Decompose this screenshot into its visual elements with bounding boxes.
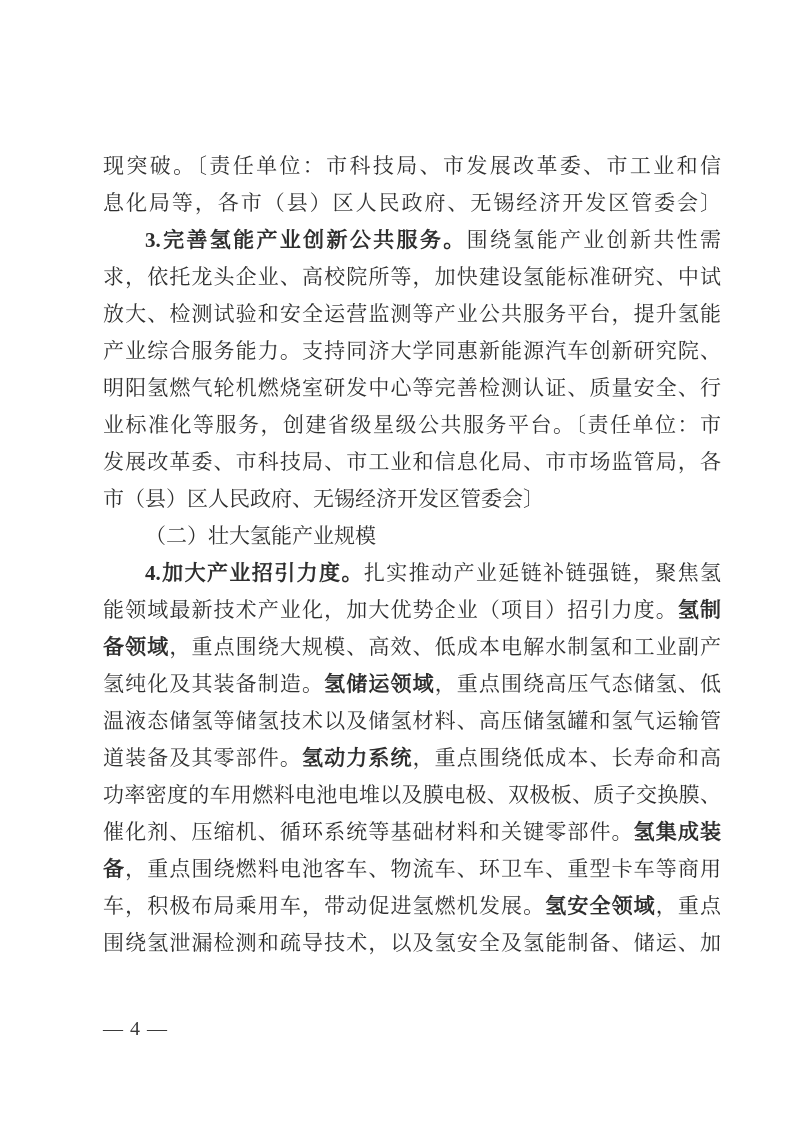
responsibility-unit-text: 发展改革委、市科技局、市工业和信息化局、市市场监管局，各 [103, 450, 721, 474]
bold-key-phrase: 备领域 [103, 635, 170, 659]
body-text: ，重点围绕低成本、长寿命和高 [412, 746, 721, 770]
responsibility-unit-text: 〔责任单位：市 [575, 413, 721, 437]
body-text: 能领域最新技术产业化，加大优势企业（项目）招引力度。 [103, 598, 678, 622]
text-line [103, 777, 721, 814]
text-line [103, 407, 721, 444]
text-line [103, 814, 721, 851]
bold-key-phrase: 4.加大产业招引力度。 [145, 561, 364, 585]
text-line [103, 222, 721, 259]
bold-key-phrase: 氢储运领域 [324, 672, 435, 696]
body-text: 围绕氢能产业创新共性需 [466, 228, 721, 252]
text-block [103, 148, 721, 962]
text-line [103, 888, 721, 925]
text-line [103, 629, 721, 666]
body-text: 围绕氢泄漏检测和疏导技术，以及氢安全及氢能制备、储运、加 [103, 931, 721, 955]
text-line [103, 148, 721, 185]
body-text: ，重点围绕高压气态储氢、低 [434, 672, 721, 696]
bold-key-phrase: 氢动力系统 [302, 746, 413, 770]
responsibility-unit-text: 市（县）区人民政府、无锡经济开发区管委会〕 [103, 487, 544, 511]
text-line [103, 740, 721, 777]
text-line [103, 185, 721, 222]
bold-key-phrase: 氢集成装 [633, 820, 721, 844]
body-text: ，重点围绕大规模、高效、低成本电解水制氢和工业副产 [169, 635, 721, 659]
body-text: 求，依托龙头企业、高校院所等，加快建设氢能标准研究、中试 [103, 265, 721, 289]
body-text: 现突破。 [103, 154, 197, 178]
text-line [103, 296, 721, 333]
body-text: 业标准化等服务，创建省级星级公共服务平台。 [103, 413, 576, 437]
text-line [103, 518, 721, 555]
body-text: 明阳氢燃气轮机燃烧室研发中心等完善检测认证、质量安全、行 [103, 376, 721, 400]
responsibility-unit-text: （二）壮大氢能产业规模 [145, 524, 376, 548]
bold-key-phrase: 3.完善氢能产业创新公共服务。 [145, 228, 467, 252]
body-text: 扎实推动产业延链补链强链，聚焦氢 [363, 561, 721, 585]
bold-key-phrase: 备 [103, 857, 126, 881]
body-text: ，重点围绕燃料电池客车、物流车、环卫车、重型卡车等商用 [125, 857, 721, 881]
text-line [103, 333, 721, 370]
text-line [103, 851, 721, 888]
body-text: ，重点 [655, 894, 721, 918]
page-number: — 4 — [103, 1018, 168, 1040]
text-line [103, 925, 721, 962]
responsibility-unit-text: 〔责任单位：市科技局、市发展改革委、市工业和信 [196, 154, 721, 178]
text-line [103, 592, 721, 629]
body-text: 催化剂、压缩机、循环系统等基础材料和关键零部件。 [103, 820, 634, 844]
body-text: 温液态储氢等储氢技术以及储氢材料、高压储氢罐和氢气运输管 [103, 709, 721, 733]
body-text: 放大、检测试验和安全运营监测等产业公共服务平台，提升氢能 [103, 302, 721, 326]
text-line [103, 481, 721, 518]
text-line [103, 555, 721, 592]
text-line [103, 666, 721, 703]
text-line [103, 444, 721, 481]
text-line [103, 370, 721, 407]
body-text: 道装备及其零部件。 [103, 746, 302, 770]
responsibility-unit-text: 息化局等，各市（县）区人民政府、无锡经济开发区管委会〕 [103, 191, 721, 215]
text-line [103, 703, 721, 740]
body-text: 产业综合服务能力。支持同济大学同惠新能源汽车创新研究院、 [103, 339, 721, 363]
bold-key-phrase: 氢制 [677, 598, 721, 622]
body-text: 车，积极布局乘用车，带动促进氢燃机发展。 [103, 894, 546, 918]
body-text: 氢纯化及其装备制造。 [103, 672, 325, 696]
bold-key-phrase: 氢安全领域 [545, 894, 656, 918]
text-line [103, 259, 721, 296]
body-text: 功率密度的车用燃料电池电堆以及膜电极、双极板、质子交换膜、 [103, 783, 721, 807]
